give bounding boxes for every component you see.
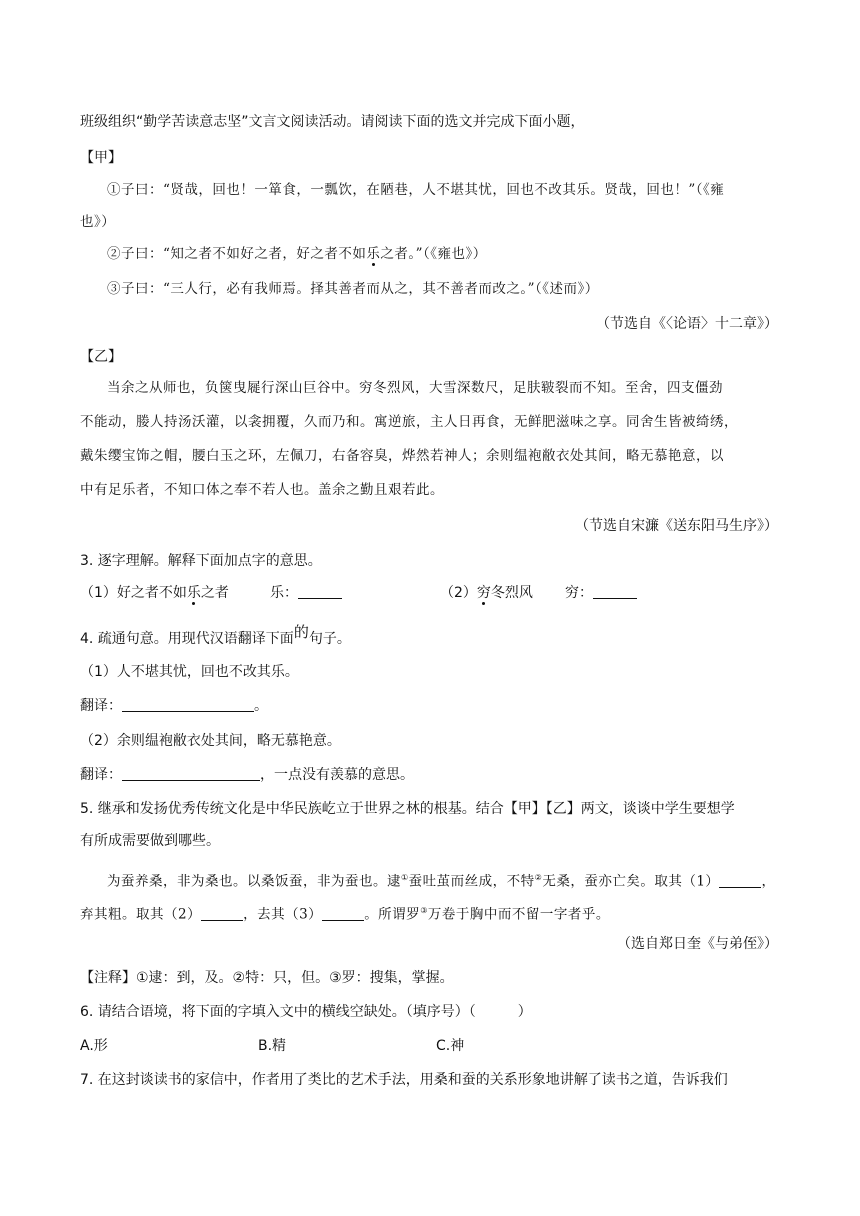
q4-sentence-1: （1）人不堪其忧，回也不改其乐。 [80, 664, 299, 680]
passage-line-1: 为蚕养桑，非为桑也。以桑饭蚕，非为蚕也。逮①蚕吐茧而丝成，不特②无桑，蚕亦亡矣。取其（1） ， [107, 873, 776, 890]
yi-line-1: 当余之从师也，负箧曳屣行深山巨谷中。穷冬烈风，大雪深数尺，足肤皲裂而不知。至舍，四支僵劲 [107, 380, 723, 396]
dotted-char-le: 乐 [366, 246, 381, 262]
jia-source: （节选自《〈论语〉十二章》） [596, 316, 778, 332]
q3-item-1-answer: 乐： [270, 583, 342, 603]
q6-option-b[interactable]: B.精 [258, 1038, 287, 1054]
passage-blank-3[interactable] [322, 906, 364, 921]
section-yi-label: 【乙】 [80, 349, 122, 365]
passage-line-2: 弃其粗。取其（2） ，去其（3） 。所谓罗③万卷于胸中而不留一字者乎。 [80, 906, 610, 923]
q3-item-1: （1）好之者不如乐之者 [80, 585, 229, 601]
q5-stem-line-1: 5. 继承和发扬优秀传统文化是中华民族屹立于世界之林的根基。结合【甲】【乙】两文，谈谈中学生要想学 [80, 801, 735, 817]
jia-para-1a: ①子曰：“贤哉，回也！一箪食，一瓢饮，在陋巷，人不堪其忧，回也不改其乐。贤哉，回也！”（《雍 [107, 182, 725, 198]
dotted-char-qiong: 穷 [476, 585, 491, 601]
q3-blank-2[interactable] [593, 584, 637, 599]
q5-stem-line-2: 有所成需要做到哪些。 [80, 833, 220, 849]
q3-item-2-answer: 穷： [565, 583, 637, 603]
passage-blank-2[interactable] [201, 906, 243, 921]
section-jia-label: 【甲】 [80, 150, 122, 166]
jia-para-1b: 也》） [80, 214, 116, 230]
yi-source: （节选自宋濂《送东阳马生序》） [575, 518, 778, 534]
q3-blank-1[interactable] [298, 584, 342, 599]
jia-para-3: ③子曰：“三人行，必有我师焉。择其善者而从之，其不善者而改之。”（《述而》） [107, 281, 599, 297]
q4-translation-1: 翻译： 。 [80, 698, 268, 714]
q4-sentence-2: （2）余则缊袍敝衣处其间，略无慕艳意。 [80, 733, 341, 749]
q4-stem: 4. 疏通句意。用现代汉语翻译下面的句子。 [80, 623, 351, 647]
q3-item-2: （2）穷冬烈风 [440, 585, 533, 601]
yi-line-4: 中有足乐者，不知口体之奉不若人也。盖余之勤且艰若此。 [80, 482, 444, 498]
passage-blank-1[interactable] [719, 873, 761, 888]
passage-source: （选自郑日奎《与弟侄》） [617, 936, 778, 952]
q6-stem: 6. 请结合语境，将下面的字填入文中的横线空缺处。（填序号）（ ） [80, 1004, 532, 1020]
yi-line-2: 不能动，媵人持汤沃灌，以衾拥覆，久而乃和。寓逆旅，主人日再食，无鲜肥滋味之享。同舍生皆被绮绣， [80, 414, 738, 430]
q4-translation-2: 翻译： ，一点没有羡慕的意思。 [80, 767, 414, 783]
yi-line-3: 戴朱缨宝饰之帽，腰白玉之环，左佩刀，右备容臭，烨然若神人；余则缊袍敝衣处其间，略无慕艳意，以 [80, 448, 724, 464]
dotted-char-le-q3: 乐 [186, 585, 201, 601]
q7-stem: 7. 在这封谈读书的家信中，作者用了类比的艺术手法，用桑和蚕的关系形象地讲解了读书之道，告诉我们 [80, 1072, 728, 1088]
intro-text: 班级组织“勤学苦读意志坚”文言文阅读活动。请阅读下面的选文并完成下面小题， [80, 114, 585, 130]
jia-para-2: ②子曰：“知之者不如好之者，好之者不如乐之者。”（《雍也》） [107, 246, 487, 262]
q3-stem: 3. 逐字理解。解释下面加点字的意思。 [80, 553, 322, 569]
q6-option-a[interactable]: A.形 [80, 1038, 108, 1054]
annotation-note: 【注释】①逮：到，及。②特：只，但。③罗：搜集，掌握。 [80, 970, 454, 986]
q4-blank-1[interactable] [122, 697, 254, 712]
q4-blank-2[interactable] [122, 766, 260, 781]
q6-option-c[interactable]: C.神 [436, 1038, 465, 1054]
